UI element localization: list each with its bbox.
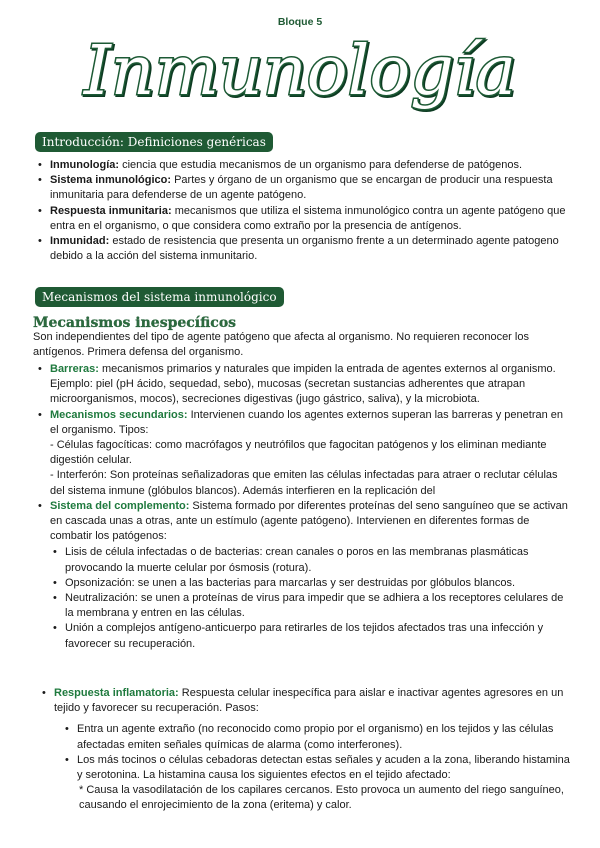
item-complemento: • Sistema del complemento: Sistema formado por diferentes proteínas del seno sanguíneo que se activan en cascada unas a otras, ante un estímulo (agente patógeno). Intervienen en diferentes formas de combatir los patógenos: • Lisis de célula infectadas o de bacterias: crean canales o poros en las membranas plasmáticas provocando la muerte celular por ósmosis (rotura). • Opsonización: se unen a las bacterias para marcarlas y ser destruidas por glóbulos blancos. • Neutralización: se unen a proteínas de virus para impedir que se adhiera a los receptores celulares de la membrana y entren en las células. • Unión a complejos antígeno-anticuerpo para retirarles de los tejidos afectados tras una infección y favorecer su recuperación. xyxy=(50,499,568,652)
inflamatoria-sublist xyxy=(54,722,570,813)
item-barreras: • Barreras: mecanismos primarios y naturales que impiden la entrada de agentes externos al organismo. Ejemplo: piel (pH ácido, sequedad, sebo), mucosas (secretan sustancias adherentes que atrapan microorganismos, mocos), secreciones digestivas (jugo gástrico, saliva), y la microbiota. xyxy=(50,362,568,408)
secundarios-interferon: - Interferón: Son proteínas señalizadoras que emiten las células infectadas para atraer o reclutar células del sistema inmune (glóbulos blancos). Además interfieren en la replicación del xyxy=(50,469,558,497)
block-label: Bloque 5 xyxy=(277,16,323,28)
intro-item-inmunologia: • Inmunología: ciencia que estudia mecanismos de un organismo para defenderse de patógenos. xyxy=(50,158,570,173)
intro-list xyxy=(50,158,570,264)
complemento-union: • Unión a complejos antígeno-anticuerpo para retirarles de los tejidos afectados tras una infección y favorecer su recuperación. xyxy=(65,621,568,651)
complemento-lisis: • Lisis de célula infectadas o de bacterias: crean canales o poros en las membranas plasmáticas provocando la muerte celular por ósmosis (rotura). xyxy=(65,545,568,575)
intro-item-sistema: • Sistema inmunológico: Partes y órgano de un organismo que se encargan de producir una respuesta inmunitaria para defenderse de un agente patógeno. xyxy=(50,173,570,203)
complemento-opsonizacion: • Opsonización: se unen a las bacterias para marcarlas y ser destruidas por glóbulos blancos. xyxy=(65,576,568,591)
mechanisms-header: Mecanismos del sistema inmunológico xyxy=(35,287,284,307)
item-secundarios: • Mecanismos secundarios: Intervienen cuando los agentes externos superan las barreras y penetran en el organismo. Tipos: - Células fagocíticas: como macrófagos y neutrófilos que fagocitan patógenos y los eliminan mediante digestión celular. - Interferón: Son proteínas señalizadoras que emiten las células infectadas para atraer o reclutar células del sistema inmune (glóbulos blancos). Además interfieren en la replicación del xyxy=(50,408,568,499)
item-inflamatoria: • Respuesta inflamatoria: Respuesta celular inespecífica para aislar e inactivar agentes agresores en un tejido y favorecer su recuperación. Pasos: • Entra un agente extraño (no reconocido como propio por el organismo) en los tejidos y las células afectadas emiten señales químicas de alarma (como interferones). • Los más tocinos o células cebadoras detectan estas señales y acuden a la zona, liberando histamina y serotonina. La histamina causa los siguientes efectos en el tejido afectado: * Causa la vasodilatación de los capilares cercanos. Esto provoca un aumento del riego sanguíneo, causando el enrojecimiento de la zona (eritema) y calor. xyxy=(54,686,570,814)
nonspecific-intro: Son independientes del tipo de agente patógeno que afecta al organismo. No requieren reconocer los antígenos. Primera defensa del organismo. xyxy=(33,331,529,359)
inflamatoria-paso-2: • Los más tocinos o células cebadoras detectan estas señales y acuden a la zona, liberando histamina y serotonina. La histamina causa los siguientes efectos en el tejido afectado: xyxy=(77,753,570,783)
secundarios-fagociticas: - Células fagocíticas: como macrófagos y neutrófilos que fagocitan patógenos y los eliminan mediante digestión celular. xyxy=(50,439,547,467)
complemento-neutralizacion: • Neutralización: se unen a proteínas de virus para impedir que se adhiera a los receptores celulares de la membrana y entren en las células. xyxy=(65,591,568,621)
nonspecific-list xyxy=(50,362,568,652)
title-text: Inmunología xyxy=(83,32,517,111)
intro-header: Introducción: Definiciones genéricas xyxy=(35,132,273,152)
inflamatoria-paso-1: • Entra un agente extraño (no reconocido como propio por el organismo) en los tejidos y las células afectadas emiten señales químicas de alarma (como interferones). xyxy=(77,722,570,752)
inflamatoria-efecto: * Causa la vasodilatación de los capilares cercanos. Esto provoca un aumento del riego sanguíneo, causando el enrojecimiento de la zona (eritema) y calor. xyxy=(79,784,564,812)
inflamatoria-block xyxy=(54,686,570,814)
intro-item-respuesta: • Respuesta inmunitaria: mecanismos que utiliza el sistema inmunológico contra un agente patógeno que entra en el organismo, o que considera como extraño por la presencia de antígenos. xyxy=(50,204,570,234)
complemento-sublist xyxy=(50,545,568,651)
page-title xyxy=(0,28,600,120)
title-script xyxy=(0,28,600,120)
intro-item-inmunidad: • Inmunidad: estado de resistencia que presenta un organismo frente a un determinado agente patogeno debido a la acción del sistema inmunitario. xyxy=(50,234,570,264)
nonspecific-heading: Mecanismos inespecíficos xyxy=(33,315,237,331)
